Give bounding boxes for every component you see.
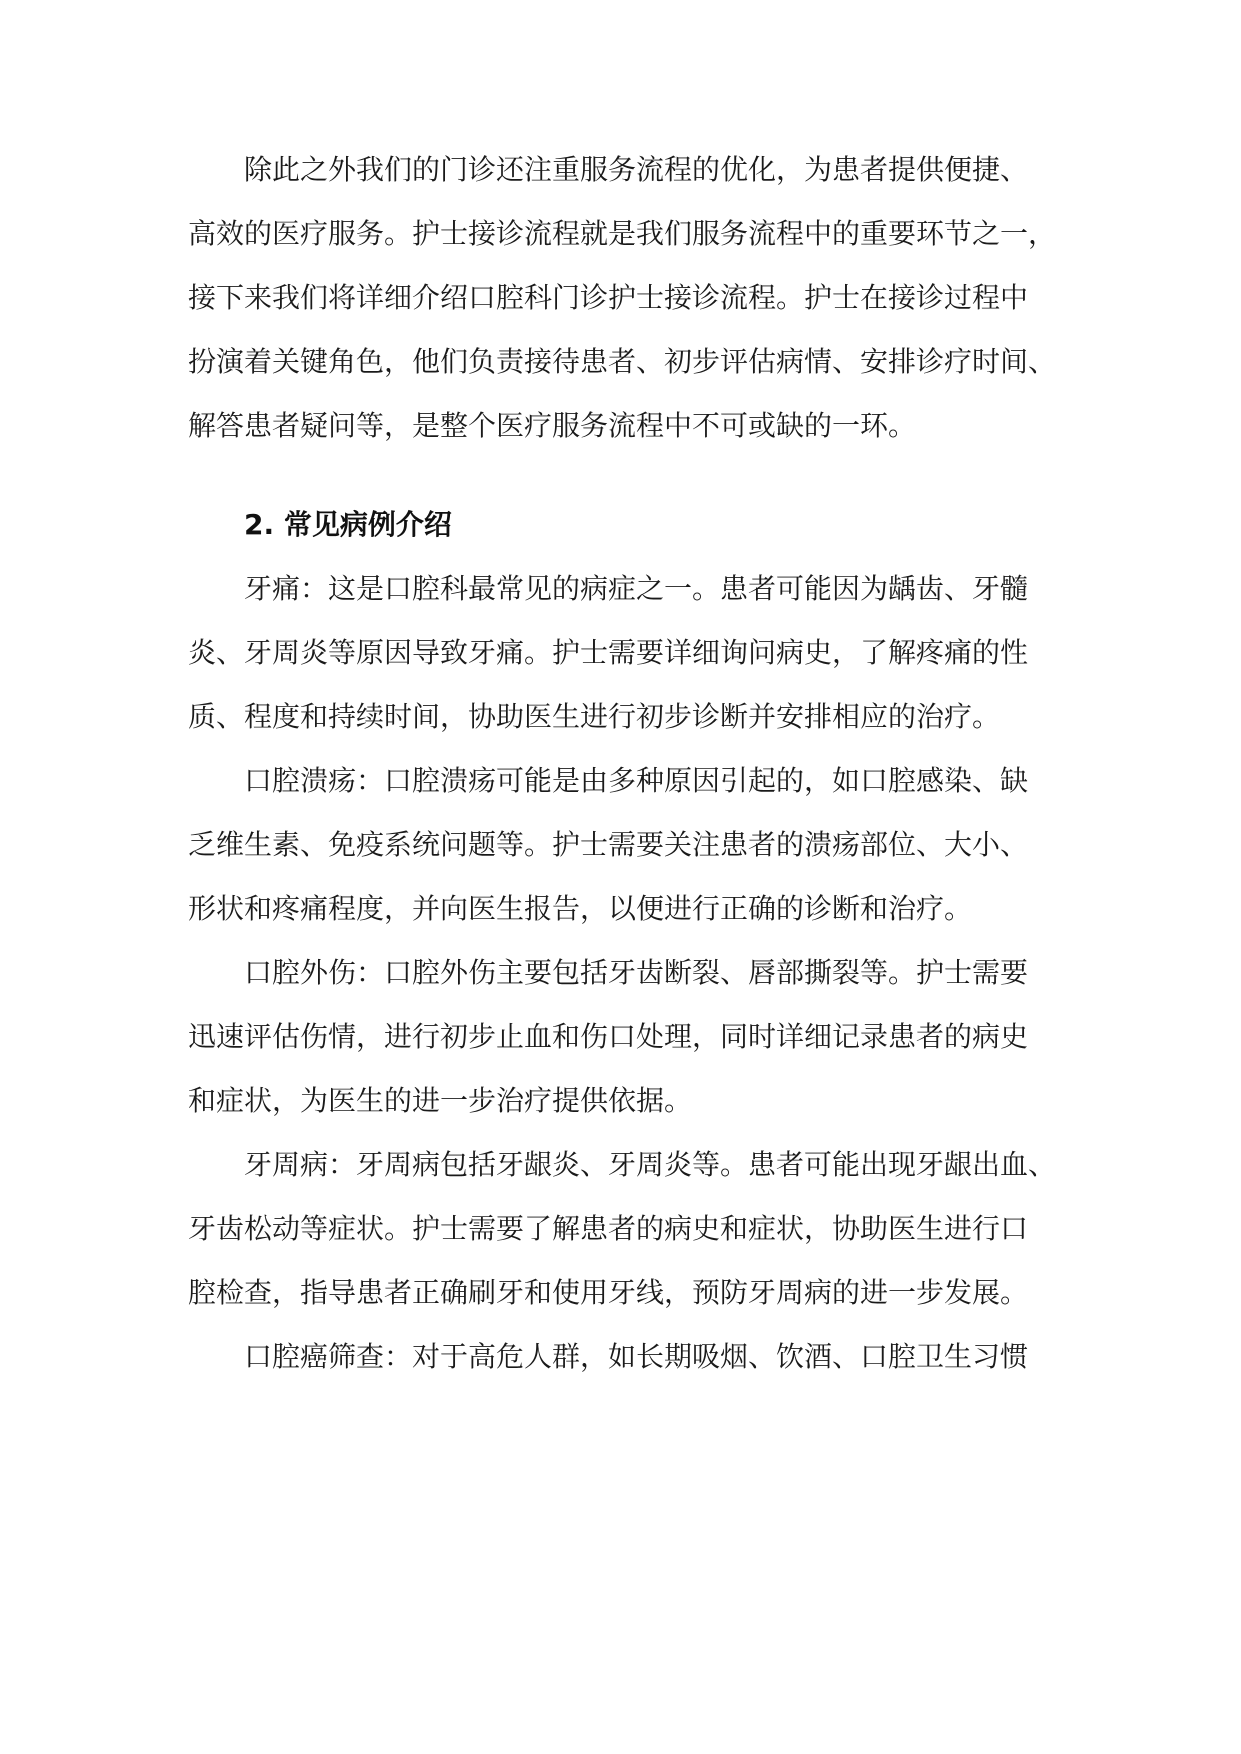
paragraph-line: 解答患者疑问等，是整个医疗服务流程中不可或缺的一环。 xyxy=(188,409,917,442)
paragraph-line: 牙周病：牙周病包括牙龈炎、牙周炎等。患者可能出现牙龈出血、 xyxy=(244,1148,1057,1181)
case-paragraph-oral-trauma xyxy=(188,941,1058,1133)
paragraph-line: 和症状，为医生的进一步治疗提供依据。 xyxy=(188,1084,693,1117)
paragraph-line: 口腔癌筛查：对于高危人群，如长期吸烟、饮酒、口腔卫生习惯 xyxy=(244,1340,1029,1373)
case-paragraph-oral-cancer-screening xyxy=(188,1325,1058,1389)
paragraph-line: 质、程度和持续时间，协助医生进行初步诊断并安排相应的治疗。 xyxy=(188,700,1001,733)
paragraph-line: 乏维生素、免疫系统问题等。护士需要关注患者的溃疡部位、大小、 xyxy=(188,828,1029,861)
paragraph-line: 高效的医疗服务。护士接诊流程就是我们服务流程中的重要环节之一， xyxy=(188,217,1057,250)
paragraph-line: 接下来我们将详细介绍口腔科门诊护士接诊流程。护士在接诊过程中 xyxy=(188,281,1029,314)
document-body xyxy=(188,138,1058,1389)
intro-paragraph xyxy=(188,138,1058,458)
case-paragraph-periodontal xyxy=(188,1133,1058,1325)
case-paragraph-oral-ulcer xyxy=(188,749,1058,941)
paragraph-line: 形状和疼痛程度，并向医生报告，以便进行正确的诊断和治疗。 xyxy=(188,892,973,925)
paragraph-line: 扮演着关键角色，他们负责接待患者、初步评估病情、安排诊疗时间、 xyxy=(188,345,1057,378)
paragraph-line: 除此之外我们的门诊还注重服务流程的优化，为患者提供便捷、 xyxy=(244,153,1029,186)
paragraph-line: 迅速评估伤情，进行初步止血和伤口处理，同时详细记录患者的病史 xyxy=(188,1020,1029,1053)
paragraph-line: 牙齿松动等症状。护士需要了解患者的病史和症状，协助医生进行口 xyxy=(188,1212,1029,1245)
paragraph-line: 口腔外伤：口腔外伤主要包括牙齿断裂、唇部撕裂等。护士需要 xyxy=(244,956,1029,989)
case-paragraph-toothache xyxy=(188,557,1058,749)
paragraph-line: 牙痛：这是口腔科最常见的病症之一。患者可能因为龋齿、牙髓 xyxy=(244,572,1029,605)
section-heading: 2. 常见病例介绍 xyxy=(244,508,452,541)
paragraph-line: 腔检查，指导患者正确刷牙和使用牙线，预防牙周病的进一步发展。 xyxy=(188,1276,1029,1309)
paragraph-line: 炎、牙周炎等原因导致牙痛。护士需要详细询问病史，了解疼痛的性 xyxy=(188,636,1029,669)
paragraph-line: 口腔溃疡：口腔溃疡可能是由多种原因引起的，如口腔感染、缺 xyxy=(244,764,1029,797)
